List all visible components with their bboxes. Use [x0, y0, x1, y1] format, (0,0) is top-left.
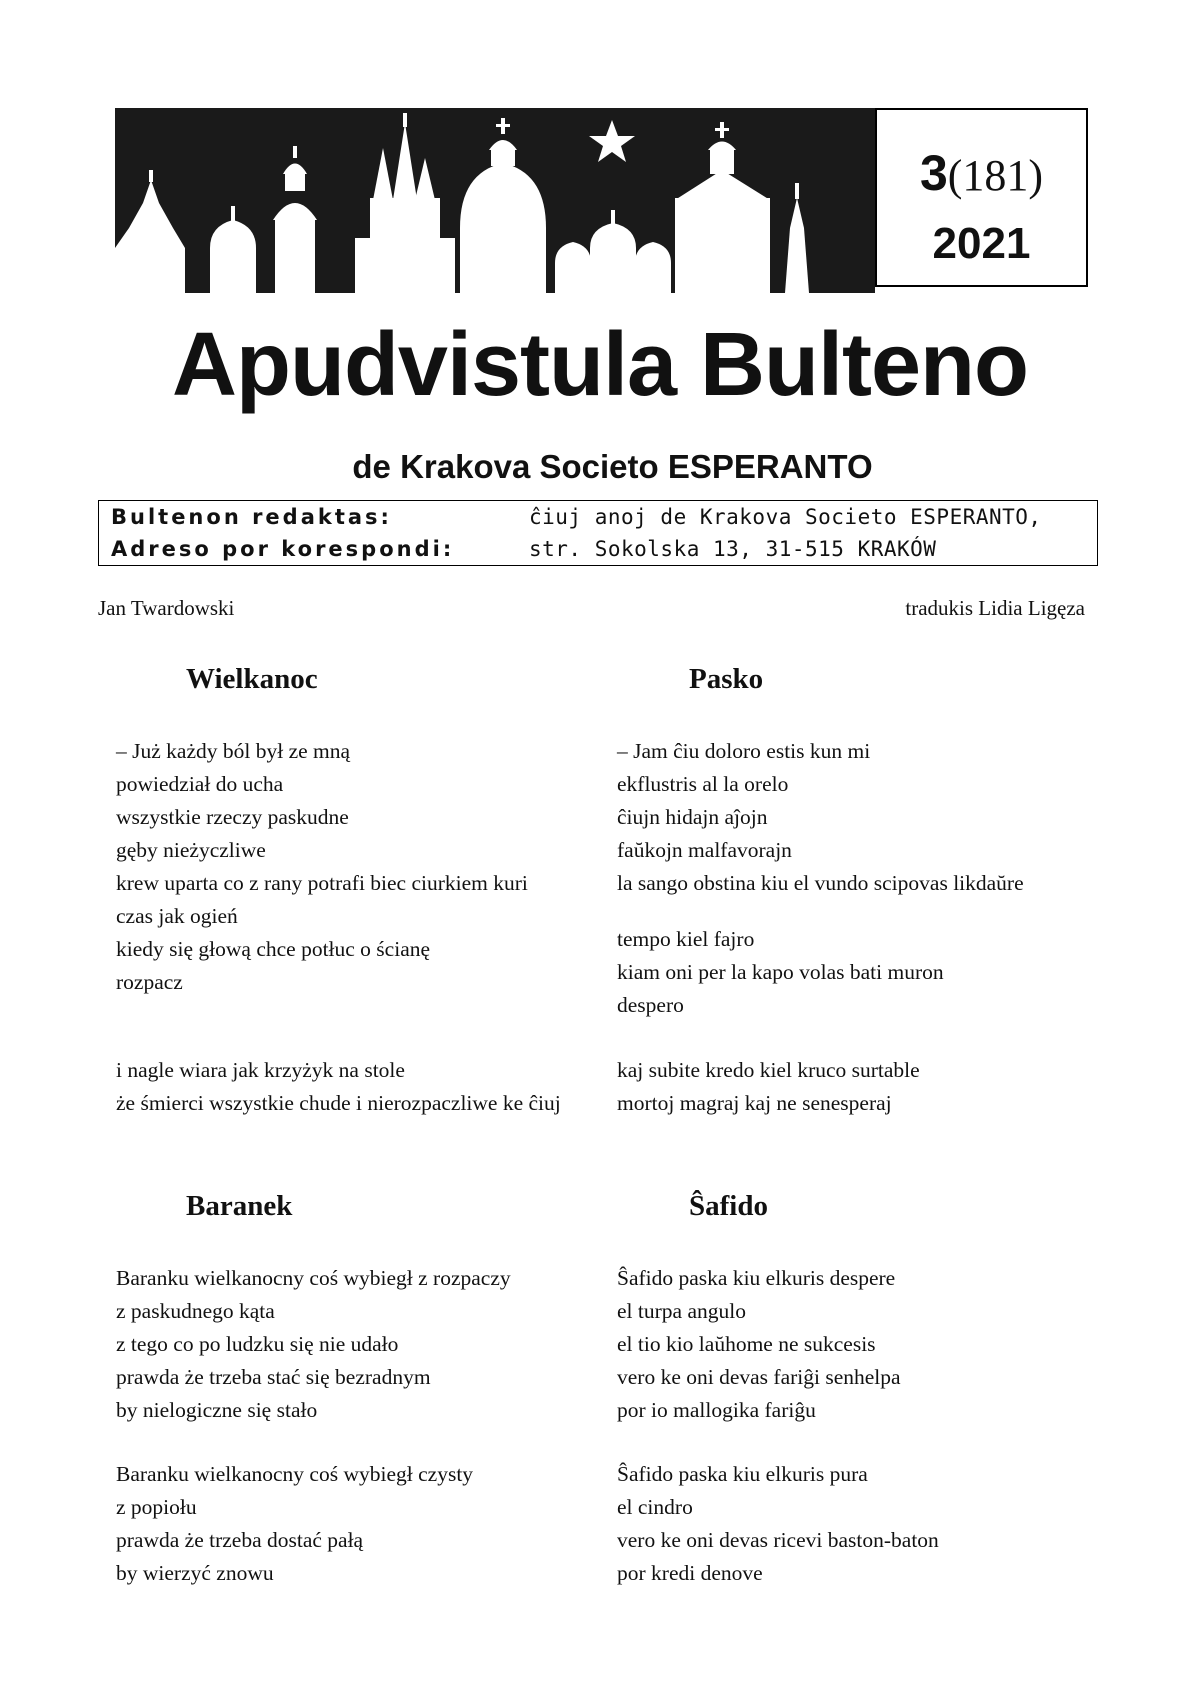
verse-line: z tego co po ludzku się nie udało [116, 1332, 399, 1356]
info-row-address [99, 537, 1097, 567]
verse-line: rozpacz [116, 970, 183, 994]
poem1-stanza1-eo [617, 735, 1024, 1022]
verse-line: despero [617, 993, 684, 1017]
poem2-stanza2-pl [116, 1458, 473, 1590]
verse-line: i nagle wiara jak krzyżyk na stole [116, 1058, 405, 1082]
poem-author: Jan Twardowski [98, 596, 235, 620]
verse-line: krew uparta co z rany potrafi biec ciurkiem kuri [116, 871, 528, 895]
poem2-title-pl: Baranek [186, 1190, 293, 1222]
verse-line: że śmierci wszystkie chude i nierozpaczliwe ke ĉiuj [116, 1091, 561, 1115]
verse-line: Baranku wielkanocny coś wybiegł z rozpaczy [116, 1266, 511, 1290]
verse-line: powiedział do ucha [116, 772, 284, 796]
poem2-title-eo: Ŝafido [689, 1190, 768, 1222]
verse-line: el turpa angulo [617, 1299, 746, 1323]
verse-line: gęby nieżyczliwe [116, 838, 266, 862]
poem1-stanza1-pl [116, 735, 556, 999]
verse-line: – Jam ĉiu doloro estis kun mi [617, 739, 871, 763]
poem2-stanza2-eo [617, 1458, 939, 1590]
info-label-editors: Bultenon redaktas: [111, 505, 392, 529]
verse-line: wszystkie rzeczy paskudne [116, 805, 349, 829]
info-label-address: Adreso por korespondi: [111, 537, 455, 561]
poem-translator: tradukis Lidia Ligęza [905, 596, 1085, 620]
verse-line: el cindro [617, 1495, 693, 1519]
verse-line: kiedy się głową chce potłuc o ścianę [116, 937, 431, 961]
verse-line: ekflustris al la orelo [617, 772, 789, 796]
bulletin-subtitle: de Krakova Societo ESPERANTO [352, 448, 873, 485]
info-value-editors: ĉiuj anoj de Krakova Societo ESPERANTO, [529, 505, 1042, 529]
poem2-stanza1-eo [617, 1262, 901, 1427]
verse-line: la sango obstina kiu el vundo scipovas likdaŭre [617, 871, 1024, 895]
verse-line: prawda że trzeba dostać pałą [116, 1528, 364, 1552]
issue-year: 2021 [932, 219, 1031, 268]
info-value-address: str. Sokolska 13, 31-515 KRAKÓW [529, 537, 937, 561]
poem2-stanza1-pl [116, 1262, 511, 1427]
verse-line: Ŝafido paska kiu elkuris despere [617, 1266, 896, 1290]
verse-line: mortoj magraj kaj ne senesperaj [617, 1091, 892, 1115]
poem-title-eo: Pasko [689, 663, 764, 695]
skyline-icon [115, 108, 875, 293]
verse-line: vero ke oni devas fariĝi senhelpa [617, 1365, 901, 1389]
verse-line: tempo kiel fajro [617, 927, 755, 951]
verse-line: kaj subite kredo kiel kruco surtable [617, 1058, 920, 1082]
issue-box [875, 108, 1088, 287]
verse-line: prawda że trzeba stać się bezradnym [116, 1365, 431, 1389]
verse-line: z paskudnego kąta [116, 1299, 275, 1323]
verse-line: vero ke oni devas ricevi baston-baton [617, 1528, 939, 1552]
issue-number: 3 [919, 145, 948, 201]
verse-line: Ŝafido paska kiu elkuris pura [617, 1462, 868, 1486]
poem1-stanza2-pl [116, 1054, 561, 1120]
verse-line: – Już każdy ból był ze mną [116, 739, 351, 763]
poem1-stanza2-eo [617, 1054, 920, 1120]
issue-total: (181) [947, 151, 1044, 200]
verse-line: by nielogiczne się stało [116, 1398, 318, 1422]
verse-line: kiam oni per la kapo volas bati muron [617, 960, 944, 984]
verse-line: por kredi denove [617, 1561, 763, 1585]
issue-number-line [877, 145, 1086, 201]
verse-line: ĉiujn hidajn aĵojn [617, 805, 768, 829]
poem-title-pl: Wielkanoc [186, 663, 318, 695]
verse-line: by wierzyć znowu [116, 1561, 274, 1585]
verse-line: z popiołu [116, 1495, 197, 1519]
info-row-editors [99, 505, 1097, 535]
verse-line: el tio kio laŭhome ne sukcesis [617, 1332, 876, 1356]
bulletin-title: Apudvistula Bulteno [172, 315, 1028, 415]
skyline-banner [115, 108, 875, 293]
verse-line: por io mallogika fariĝu [617, 1398, 816, 1422]
verse-line: czas jak ogień [116, 904, 238, 928]
verse-line: Baranku wielkanocny coś wybiegł czysty [116, 1462, 474, 1486]
verse-line: faŭkojn malfavorajn [617, 838, 792, 862]
editorial-info-box [98, 500, 1098, 566]
